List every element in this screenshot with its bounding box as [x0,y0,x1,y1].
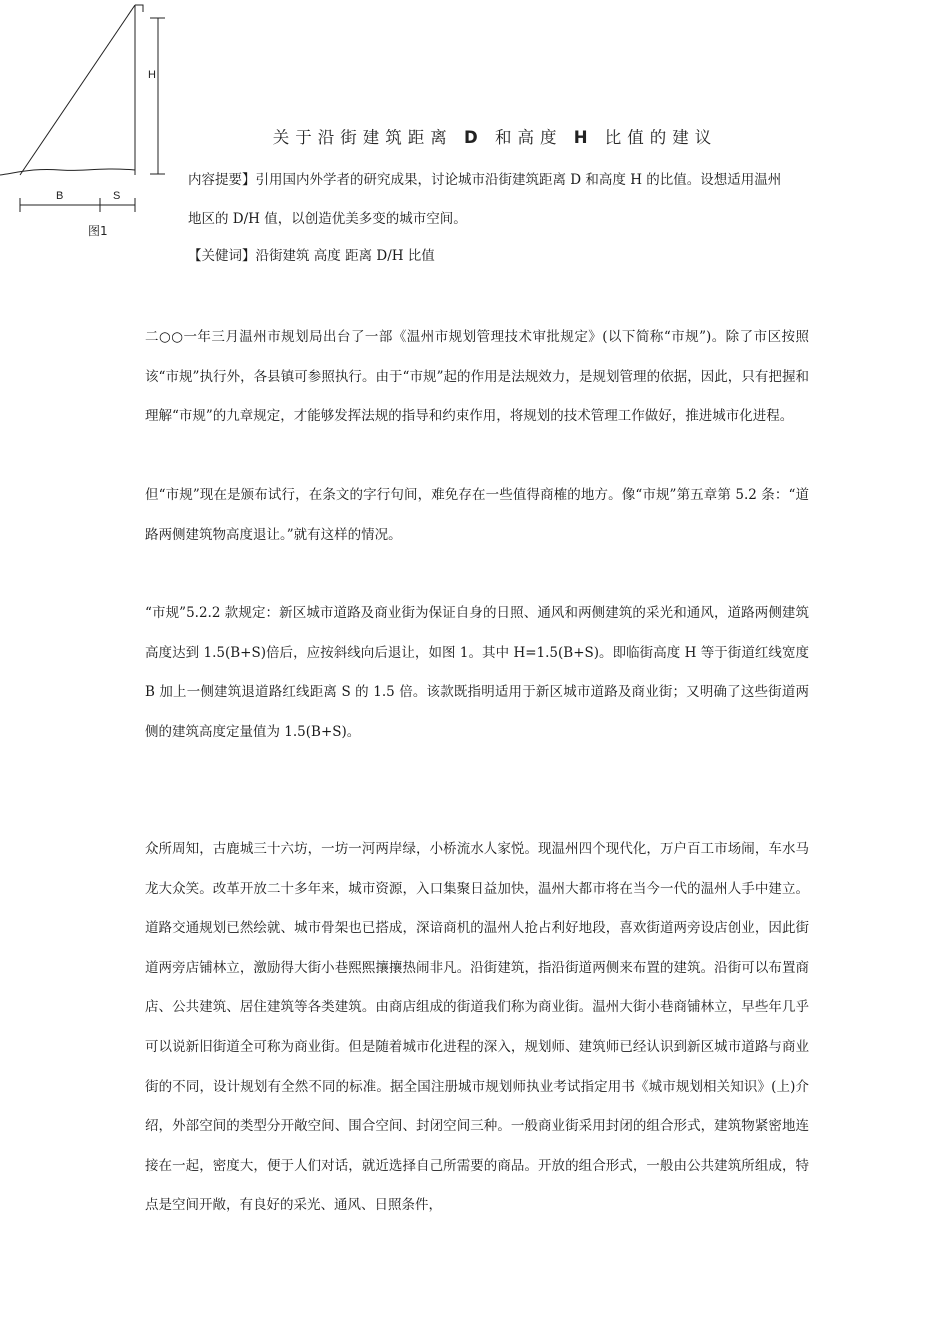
abstract [188,161,810,239]
paragraph-text: 但“市规”现在是颁布试行，在条文的字行句间，难免存在一些值得商榷的地方。像“市规”第五章第 5.2 条：“道路两侧建筑物高度退让。”就有这样的情况。 [145,487,809,543]
paragraph-text: 二○○一年三月温州市规划局出台了一部《温州市规划管理技术审批规定》(以下简称“市规”)。除了市区按照该“市规”执行外，各县镇可参照执行。由于“市规”起的作用是法规效力，是规划管理的依据，因此，只有把握和理解“市规”的九章规定，才能够发挥法规的指导和约束作用，将规划的技术管理工作做好，推进城市化进程。 [145,329,809,425]
paragraph-text: “市规”5.2.2 款规定：新区城市道路及商业街为保证自身的日照、通风和两侧建筑的采光和通风，道路两侧建筑高度达到 1.5(B+S)倍后，应按斜线向后退让，如图 1。其中 H=1.5(B+S)。即临街高度 H 等于街道红线宽度 B 加上一侧建筑退道路红线距离 S 的 1.5 倍。该款既指明适用于新区城市道路及商业街；又明确了这些街道两侧的建筑高度定量值为 1.5(B+S)。 [145,605,809,740]
keywords: 【关健词】沿街建筑 高度 距离 D/H 比值 [188,248,435,264]
paragraph-text: 众所周知，古鹿城三十六坊，一坊一河两岸绿，小桥流水人家悦。现温州四个现代化，万户百工市场闹，车水马龙大众笑。改革开放二十多年来，城市资源，入口集聚日益加快，温州大都市将在当今一代的温州人手中建立。道路交通规划已然绘就、城市骨架也已搭成，深谙商机的温州人抢占利好地段，喜欢街道两旁设店创业，因此街道两旁店铺林立，激励得大街小巷熙熙攘攘热闹非凡。沿街建筑，指沿街道两侧来布置的建筑。沿街可以布置商店、公共建筑、居住建筑等各类建筑。由商店组成的街道我们称为商业街。温州大街小巷商铺林立，早些年几乎可以说新旧街道全可称为商业街。但是随着城市化进程的深入，规划师、建筑师已经认识到新区城市道路与商业街的不同，设计规划有全然不同的标准。据全国注册城市规划师执业考试指定用书《城市规划相关知识》(上)介绍，外部空间的类型分开敞空间、围合空间、封闭空间三种。一般商业街采用封闭的组合形式，建筑物紧密地连接在一起，密度大，便于人们对话，就近选择自己所需要的商品。开放的组合形式，一般由公共建筑所组成，特点是空间开敞，有良好的采光、通风、日照条件， [145,841,809,1214]
label-s: S [113,190,121,202]
body-paragraph [145,594,809,752]
title-part-3: 比值的建议 [604,128,718,147]
title-part-1: 关于沿街建筑距离 [272,128,453,147]
setback-slope-line [20,5,135,175]
title-d-symbol: D [463,128,484,147]
figure-caption: 图1 [88,224,108,238]
page-title [0,124,950,148]
label-h: H [148,69,156,81]
corner-tick [135,5,143,12]
label-b: B [56,190,64,202]
body-paragraph [145,476,809,555]
body-paragraph [145,318,809,437]
abstract-line-2: 地区的 D/H 值，以创造优美多变的城市空间。 [188,211,467,227]
title-h-symbol: H [573,128,594,147]
abstract-line-1: 内容提要】引用国内外学者的研究成果，讨论城市沿街建筑距离 D 和高度 H 的比值。设想适用温州 [188,172,782,188]
title-part-2: 和高度 [494,128,563,147]
body-paragraph [145,830,809,1226]
